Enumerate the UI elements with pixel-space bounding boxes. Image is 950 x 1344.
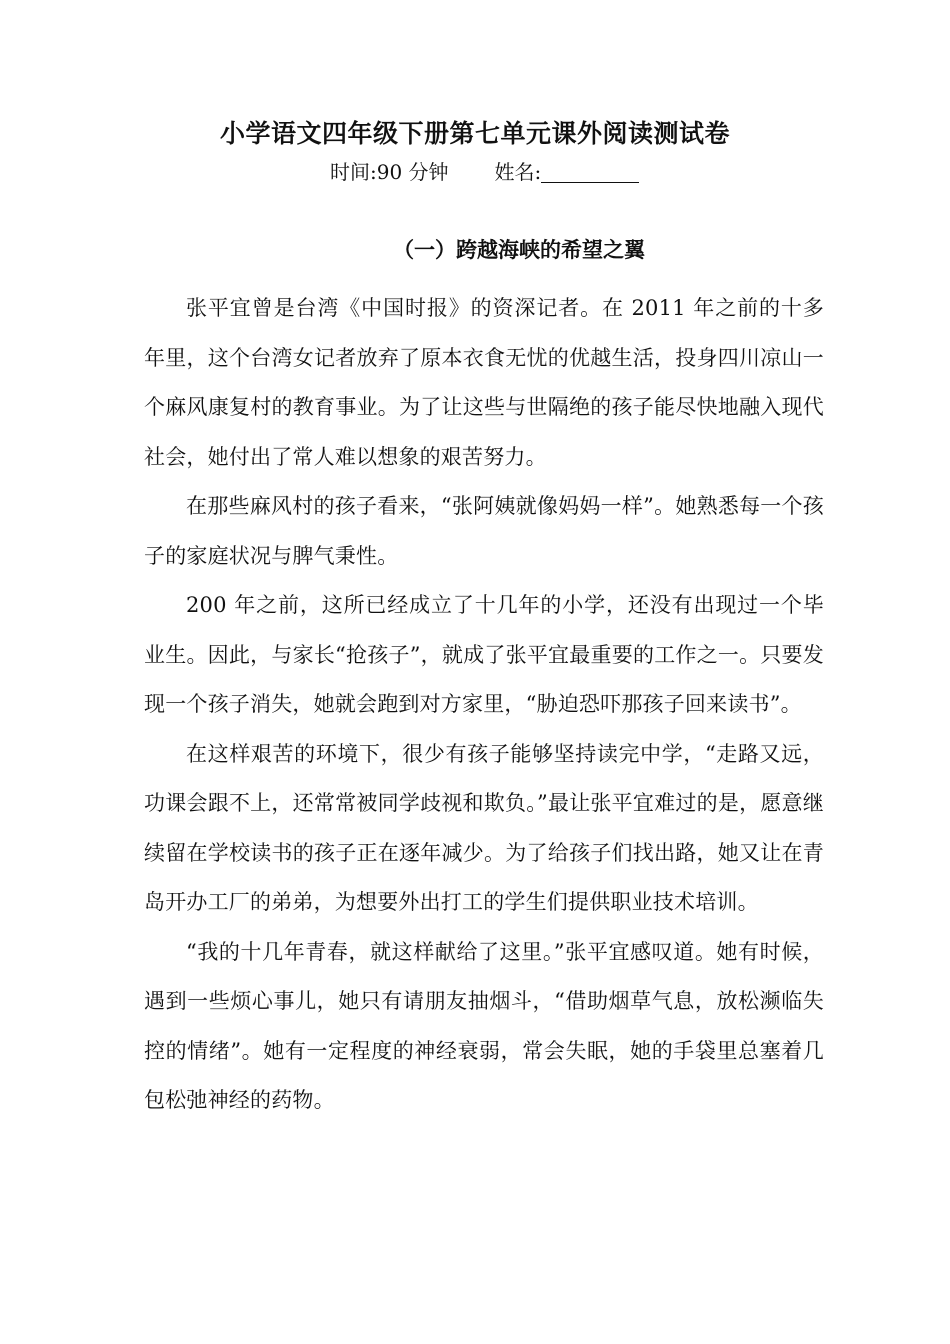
paragraph: 在那些麻风村的孩子看来，“张阿姨就像妈妈一样”。她熟悉每一个孩子的家庭状况与脾气秉性。 (144, 494, 824, 568)
paragraph: “我的十几年青春，就这样献给了这里。”张平宜感叹道。她有时候，遇到一些烦心事儿，她只有请朋友抽烟斗，“借助烟草气息，放松濒临失控的情绪”。她有一定程度的神经衰弱，常会失眠，她的手袋里总塞着几包松弛神经的药物。 (144, 939, 824, 1112)
section-title: （一）跨越海峡的希望之翼 (393, 237, 645, 262)
paragraph: 200 年之前，这所已经成立了十几年的小学，还没有出现过一个毕业生。因此，与家长“抢孩子”，就成了张平宜最重要的工作之一。只要发现一个孩子消失，她就会跑到对方家里，“胁迫恐吓那孩子回来读书”。 (144, 593, 824, 716)
time-label: 时间:90 分钟 (330, 160, 449, 184)
paragraph: 在这样艰苦的环境下，很少有孩子能够坚持读完中学，“走路又远，功课会跟不上，还常常被同学歧视和欺负。”最让张平宜难过的是，愿意继续留在学校读书的孩子正在逐年减少。为了给孩子们找出路，她又让在青岛开办工厂的弟弟，为想要外出打工的学生们提供职业技术培训。 (144, 741, 824, 914)
page-title: 小学语文四年级下册第七单元课外阅读测试卷 (219, 119, 730, 148)
exam-meta (330, 157, 639, 187)
paragraph: 张平宜曾是台湾《中国时报》的资深记者。在 2011 年之前的十多年里，这个台湾女记者放弃了原本衣食无忧的优越生活，投身四川凉山一个麻风康复村的教育事业。为了让这些与世隔绝的孩子能尽快地融入现代社会，她付出了常人难以想象的艰苦努力。 (144, 296, 824, 469)
name-blank-line (541, 162, 639, 183)
name-label: 姓名: (494, 160, 542, 184)
passage-body (144, 284, 824, 1126)
